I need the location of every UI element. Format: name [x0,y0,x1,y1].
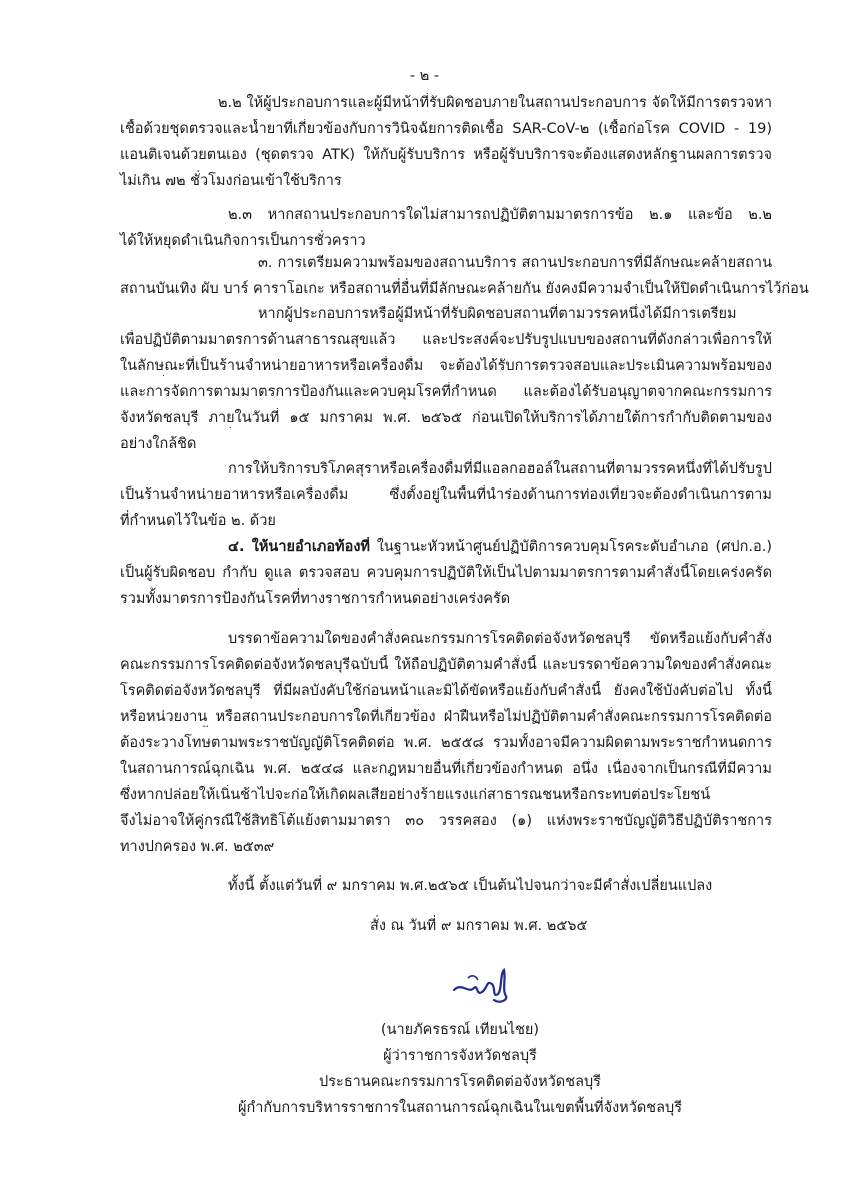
page-number: - ๒ - [409,68,440,84]
clause-2-3-line: ได้ให้หยุดดำเนินกิจการเป็นการชั่วคราว [120,233,366,249]
clause-2-3-line: ๒.๓ หากสถานประกอบการใดไม่สามารถปฏิบัติตามมาตรการข้อ ๒.๑ และข้อ ๒.๒ [228,207,772,223]
clause-2-2-line: ๒.๒ ให้ผู้ประกอบการและผู้มีหน้าที่รับผิดชอบภายในสถานประกอบการ จัดให้มีการตรวจหา [218,95,772,111]
handwritten-signature [448,960,518,1010]
clause-3-para-2-line: และการจัดการตามมาตรการป้องกันและควบคุมโรคที่กำหนด และต้องได้รับอนุญาตจากคณะกรรมการ [120,384,772,400]
order-date-line: สั่ง ณ วันที่ ๙ มกราคม พ.ศ. ๒๕๖๕ [370,918,588,934]
line-text: ในฐานะหัวหน้าศูนย์ปฏิบัติการควบคุมโรคระดับอำเภอ (ศปก.อ.) [369,539,772,555]
conflict-clause-line: ทางปกครอง พ.ศ. ๒๕๓๙ [120,839,275,855]
clause-3-para-3-line: เป็นร้านจำหน่ายอาหารหรือเครื่องดื่ม ซึ่งตั้งอยู่ในพื้นที่นำร่องด้านการท่องเที่ยวจะต้องดำเนินการตาม [120,487,772,503]
clause-3-line: สถานบันเทิง ผับ บาร์ คาราโอเกะ หรือสถานที่อื่นที่มีลักษณะคล้ายกัน ยังคงมีความจำเป็นให้ปิดดำเนินการไว้ก่อน [120,281,809,297]
clause-2-2-line: เชื้อด้วยชุดตรวจและน้ำยาที่เกี่ยวข้องกับการวินิจฉัยการติดเชื้อ SAR-CoV-๒ (เชื้อก่อโรค COVID - 19) [120,121,772,137]
clause-3-para-2-line: อย่างใกล้ชิด [120,436,197,452]
signatory-name: (นายภัครธรณ์ เทียนไชย) [380,1022,540,1038]
clause-3-line: ๓. การเตรียมความพร้อมของสถานบริการ สถานประกอบการที่มีลักษณะคล้ายสถาน [258,255,772,271]
conflict-clause-line: หรือหน่วยงาน หรือสถานประกอบการใดที่เกี่ยวข้อง ฝ่าฝืนหรือไม่ปฏิบัติตามคำสั่งคณะกรรมการโรคติดต่อ [120,709,772,725]
signatory-title-1: ผู้ว่าราชการจังหวัดชลบุรี [383,1048,537,1064]
conflict-clause-line: ต้องระวางโทษตามพระราชบัญญัติโรคติดต่อ พ.ศ. ๒๕๕๘ รวมทั้งอาจมีความผิดตามพระราชกำหนดการ [120,735,772,751]
clause-4-line [228,537,772,557]
clause-3-para-2-line: จังหวัดชลบุรี ภายในวันที่ ๑๕ มกราคม พ.ศ. ๒๕๖๕ ก่อนเปิดให้บริการได้ภายใต้การกำกับติดตามของ [120,410,772,426]
clause-3-para-2-line: ในลักษณะที่เป็นร้านจำหน่ายอาหารหรือเครื่องดื่ม จะต้องได้รับการตรวจสอบและประเมินความพร้อมของ [120,358,772,374]
clause-4-line: รวมทั้งมาตรการป้องกันโรคที่ทางราชการกำหนดอย่างเคร่งครัด [120,591,511,607]
conflict-clause-line: โรคติดต่อจังหวัดชลบุรี ที่มีผลบังคับใช้ก่อนหน้าและมิได้ขัดหรือแย้งกับคำสั่งนี้ ยังคงใช้บังคับต่อไป ทั้งนี้ [120,683,772,699]
clause-3-para-3-line: ที่กำหนดไว้ในข้อ ๒. ด้วย [120,513,276,529]
signatory-title-3: ผู้กำกับการบริหารราชการในสถานการณ์ฉุกเฉินในเขตพื้นที่จังหวัดชลบุรี [237,1100,683,1116]
clause-3-para-2-line: เพื่อปฏิบัติตามมาตรการด้านสาธารณสุขแล้ว และประสงค์จะปรับรูปแบบของสถานที่ดังกล่าวเพื่อการให้ [120,332,772,348]
clause-3-para-2-line: หากผู้ประกอบการหรือผู้มีหน้าที่รับผิดชอบสถานที่ตามวรรคหนึ่งได้มีการเตรียม [258,306,737,322]
conflict-clause-line: จึงไม่อาจให้คู่กรณีใช้สิทธิโต้แย้งตามมาตรา ๓๐ วรรคสอง (๑) แห่งพระราชบัญญัติวิธีปฏิบัติราชการ [120,813,772,829]
conflict-clause-line: คณะกรรมการโรคติดต่อจังหวัดชลบุรีฉบับนี้ ให้ถือปฏิบัติตามคำสั่งนี้ และบรรดาข้อความใดของคำสั่งคณะ [120,657,772,673]
effective-date-line: ทั้งนี้ ตั้งแต่วันที่ ๙ มกราคม พ.ศ.๒๕๖๕ เป็นต้นไปจนกว่าจะมีคำสั่งเปลี่ยนแปลง [228,878,713,894]
conflict-clause-line: ในสถานการณ์ฉุกเฉิน พ.ศ. ๒๕๔๘ และกฎหมายอื่นที่เกี่ยวข้องกำหนด อนึ่ง เนื่องจากเป็นกรณีที่มีความ [120,761,772,777]
conflict-clause-line: บรรดาข้อความใดของคำสั่งคณะกรรมการโรคติดต่อจังหวัดชลบุรี ขัดหรือแย้งกับคำสั่ง [228,631,772,647]
clause-2-2-line: แอนติเจนด้วยตนเอง (ชุดตรวจ ATK) ให้กับผู้รับบริการ หรือผู้รับบริการจะต้องแสดงหลักฐานผลการตรวจ [120,147,772,163]
conflict-clause-line: ซึ่งหากปล่อยให้เนิ่นช้าไปจะก่อให้เกิดผลเสียอย่างร้ายแรงแก่สาธารณชนหรือกระทบต่อประโยชน์ [120,787,711,803]
clause-3-para-3-line: การให้บริการบริโภคสุราหรือเครื่องดื่มที่มีแอลกอฮอล์ในสถานที่ตามวรรคหนึ่งที่ได้ปรับรูป [228,461,772,477]
signatory-title-2: ประธานคณะกรรมการโรคติดต่อจังหวัดชลบุรี [319,1074,601,1090]
bold-lead: ๔. ให้นายอำเภอท้องที่ [228,539,370,555]
clause-4-line: เป็นผู้รับผิดชอบ กำกับ ดูแล ตรวจสอบ ควบคุมการปฏิบัติให้เป็นไปตามมาตรการตามคำสั่งนี้โดยเคร่งครัด [120,565,772,581]
clause-2-2-line: ไม่เกิน ๗๒ ชั่วโมงก่อนเข้าใช้บริการ [120,173,342,189]
